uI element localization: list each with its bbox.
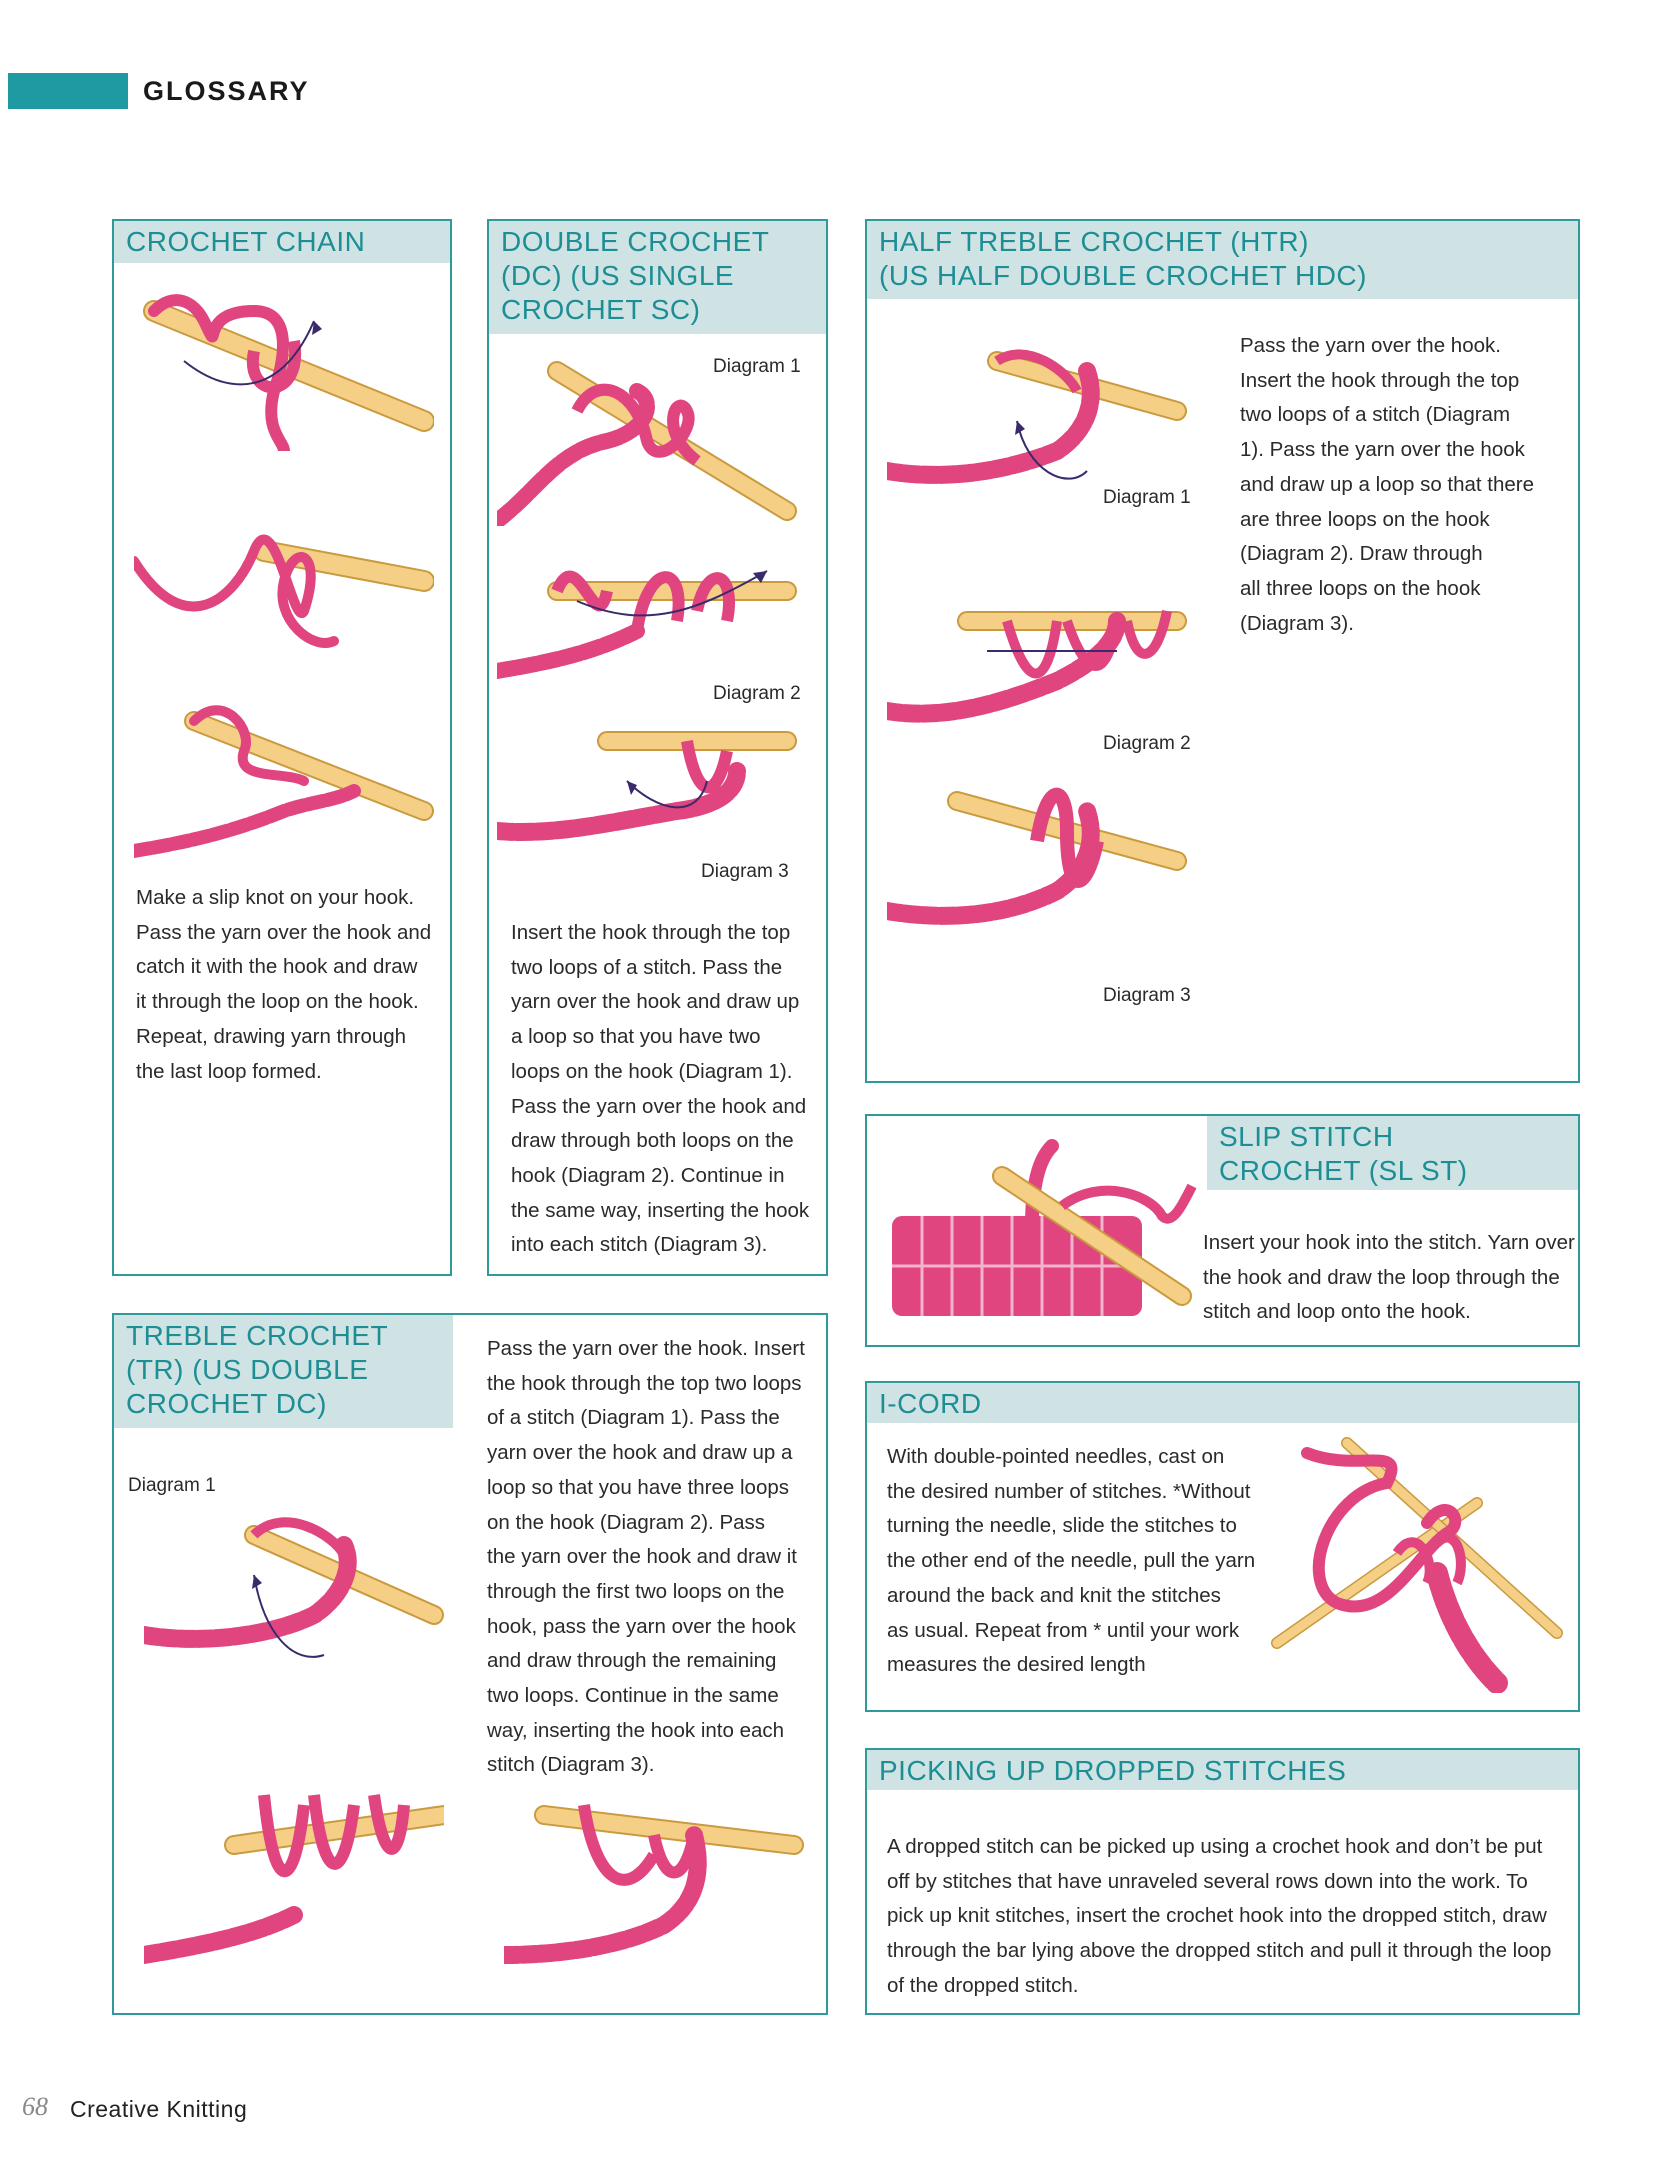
text-line: Repeat, drawing yarn through xyxy=(136,1024,407,1048)
i-cord-illustration xyxy=(1267,1433,1567,1693)
text-line: around the back and knit the stitches xyxy=(887,1583,1221,1607)
text-line: loops on the hook (Diagram 1). xyxy=(511,1059,793,1083)
text-line: a loop so that you have two xyxy=(511,1025,761,1049)
slip-stitch-illustration xyxy=(882,1136,1202,1336)
title-line: DOUBLE CROCHET xyxy=(501,226,770,257)
text-line: Insert the hook through the top xyxy=(1240,368,1520,392)
title-line: SLIP STITCH xyxy=(1219,1121,1394,1152)
text-line: the yarn over the hook and draw it xyxy=(487,1545,797,1569)
htr-diagram-1-caption: Diagram 1 xyxy=(1103,487,1191,508)
text-line: Make a slip knot on your hook. xyxy=(136,886,415,909)
dc-diagram-2-caption: Diagram 2 xyxy=(713,683,801,704)
title-line: CROCHET DC) xyxy=(126,1388,327,1419)
text-line: it through the loop on the hook. xyxy=(136,990,419,1014)
text-line: through the first two loops on the xyxy=(487,1579,785,1603)
title-line: CROCHET SC) xyxy=(501,294,701,325)
dc-diagram-3-caption: Diagram 3 xyxy=(701,861,789,882)
double-crochet-text xyxy=(511,916,809,1263)
text-line: stitch (Diagram 3). xyxy=(487,1753,655,1777)
htr-diagram-3 xyxy=(887,781,1187,941)
text-line: (Diagram 2). Draw through xyxy=(1240,542,1483,566)
i-cord-text xyxy=(887,1440,1255,1683)
crochet-chain-box xyxy=(112,219,452,1276)
half-treble-crochet-title xyxy=(867,221,1578,299)
text-line: Pass the yarn over the hook. xyxy=(1240,334,1501,357)
text-line: loop so that you have three loops xyxy=(487,1475,790,1499)
text-line: two loops of a stitch. Pass the xyxy=(511,955,783,979)
text-line: pick up knit stitches, insert the crochet hook into the dropped stitch, draw xyxy=(887,1904,1547,1928)
text-line: into each stitch (Diagram 3). xyxy=(511,1233,768,1257)
text-line: of a stitch (Diagram 1). Pass the xyxy=(487,1406,780,1430)
htr-diagram-2-caption: Diagram 2 xyxy=(1103,733,1191,754)
half-treble-crochet-box xyxy=(865,219,1580,1083)
text-line: Insert your hook into the stitch. Yarn over xyxy=(1203,1231,1575,1254)
double-crochet-title xyxy=(489,221,826,334)
text-line: two loops of a stitch (Diagram xyxy=(1240,403,1511,427)
text-line: measures the desired length xyxy=(887,1653,1146,1677)
text-line: A dropped stitch can be picked up using a crochet hook and don’t be put xyxy=(887,1835,1543,1858)
dropped-stitches-box xyxy=(865,1748,1580,2015)
text-line: as usual. Repeat from * until your work xyxy=(887,1618,1240,1642)
page-number: 68 xyxy=(22,2092,48,2121)
crochet-chain-title: CROCHET CHAIN xyxy=(114,221,450,263)
text-line: of the dropped stitch. xyxy=(887,1973,1079,1997)
title-line: (TR) (US DOUBLE xyxy=(126,1354,369,1385)
text-line: all three loops on the hook xyxy=(1240,576,1481,600)
dropped-stitches-text xyxy=(887,1830,1551,2004)
text-line: yarn over the hook and draw up a xyxy=(487,1441,793,1465)
title-line: (US HALF DOUBLE CROCHET HDC) xyxy=(879,260,1367,291)
text-line: off by stitches that have unraveled several rows down into the work. To xyxy=(887,1869,1528,1893)
title-line: TREBLE CROCHET xyxy=(126,1320,389,1351)
text-line: stitch and loop onto the hook. xyxy=(1203,1300,1471,1324)
treble-crochet-text xyxy=(487,1332,805,1783)
crochet-chain-text xyxy=(136,881,431,1089)
treble-crochet-box xyxy=(112,1313,828,2015)
dc-diagram-2 xyxy=(497,531,797,681)
text-line: two loops. Continue in the same xyxy=(487,1684,779,1708)
text-line: turning the needle, slide the stitches to xyxy=(887,1514,1237,1538)
half-treble-crochet-text xyxy=(1240,329,1534,641)
slip-stitch-box xyxy=(865,1114,1580,1347)
text-line: and draw up a loop so that there xyxy=(1240,472,1535,496)
slip-stitch-text xyxy=(1203,1226,1575,1330)
text-line: the hook through the top two loops xyxy=(487,1371,802,1395)
title-line: (DC) (US SINGLE xyxy=(501,260,735,291)
htr-diagram-2 xyxy=(887,581,1187,741)
text-line: the last loop formed. xyxy=(136,1059,322,1083)
text-line: the other end of the needle, pull the yarn xyxy=(887,1549,1256,1573)
slip-stitch-title xyxy=(1207,1116,1578,1190)
dc-diagram-3 xyxy=(497,711,797,856)
i-cord-title: I-CORD xyxy=(867,1383,1578,1423)
header-accent-bar xyxy=(8,73,128,109)
text-line: through the bar lying above the dropped stitch and pull it through the loop xyxy=(887,1939,1552,1963)
title-line: CROCHET (SL ST) xyxy=(1219,1155,1468,1186)
text-line: Pass the yarn over the hook. Insert xyxy=(487,1337,805,1360)
text-line: the hook and draw the loop through the xyxy=(1203,1265,1560,1289)
tr-diagram-1 xyxy=(144,1505,444,1685)
section-title: GLOSSARY xyxy=(143,76,310,106)
text-line: the desired number of stitches. *Without xyxy=(887,1479,1251,1503)
text-line: draw through both loops on the xyxy=(511,1129,794,1153)
text-line: Pass the yarn over the hook and xyxy=(511,1094,807,1118)
text-line: (Diagram 3). xyxy=(1240,611,1354,635)
title-line: HALF TREBLE CROCHET (HTR) xyxy=(879,226,1309,257)
chain-illustration-3 xyxy=(134,691,434,861)
text-line: catch it with the hook and draw xyxy=(136,955,418,979)
htr-diagram-1 xyxy=(887,331,1187,501)
text-line: yarn over the hook and draw up xyxy=(511,990,800,1014)
text-line: and draw through the remaining xyxy=(487,1649,777,1673)
treble-crochet-title xyxy=(114,1315,453,1428)
htr-diagram-3-caption: Diagram 3 xyxy=(1103,985,1191,1006)
text-line: on the hook (Diagram 2). Pass xyxy=(487,1510,766,1534)
tr-diagram-3 xyxy=(504,1795,804,1965)
magazine-title: Creative Knitting xyxy=(70,2096,248,2122)
text-line: Insert the hook through the top xyxy=(511,921,791,944)
tr-diagram-1-caption: Diagram 1 xyxy=(128,1475,216,1496)
chain-illustration-1 xyxy=(134,281,434,451)
text-line: 1). Pass the yarn over the hook xyxy=(1240,438,1525,462)
dc-diagram-1 xyxy=(497,351,797,526)
text-line: With double-pointed needles, cast on xyxy=(887,1445,1225,1468)
text-line: hook (Diagram 2). Continue in xyxy=(511,1163,785,1187)
dropped-stitches-title: PICKING UP DROPPED STITCHES xyxy=(867,1750,1578,1790)
text-line: Pass the yarn over the hook and xyxy=(136,920,432,944)
text-line: are three loops on the hook xyxy=(1240,507,1490,531)
chain-illustration-2 xyxy=(134,491,434,651)
text-line: hook, pass the yarn over the hook xyxy=(487,1614,796,1638)
i-cord-box xyxy=(865,1381,1580,1712)
dc-diagram-1-caption: Diagram 1 xyxy=(713,356,801,377)
double-crochet-box xyxy=(487,219,828,1276)
text-line: the same way, inserting the hook xyxy=(511,1198,810,1222)
tr-diagram-2 xyxy=(144,1785,444,1965)
text-line: way, inserting the hook into each xyxy=(487,1718,785,1742)
